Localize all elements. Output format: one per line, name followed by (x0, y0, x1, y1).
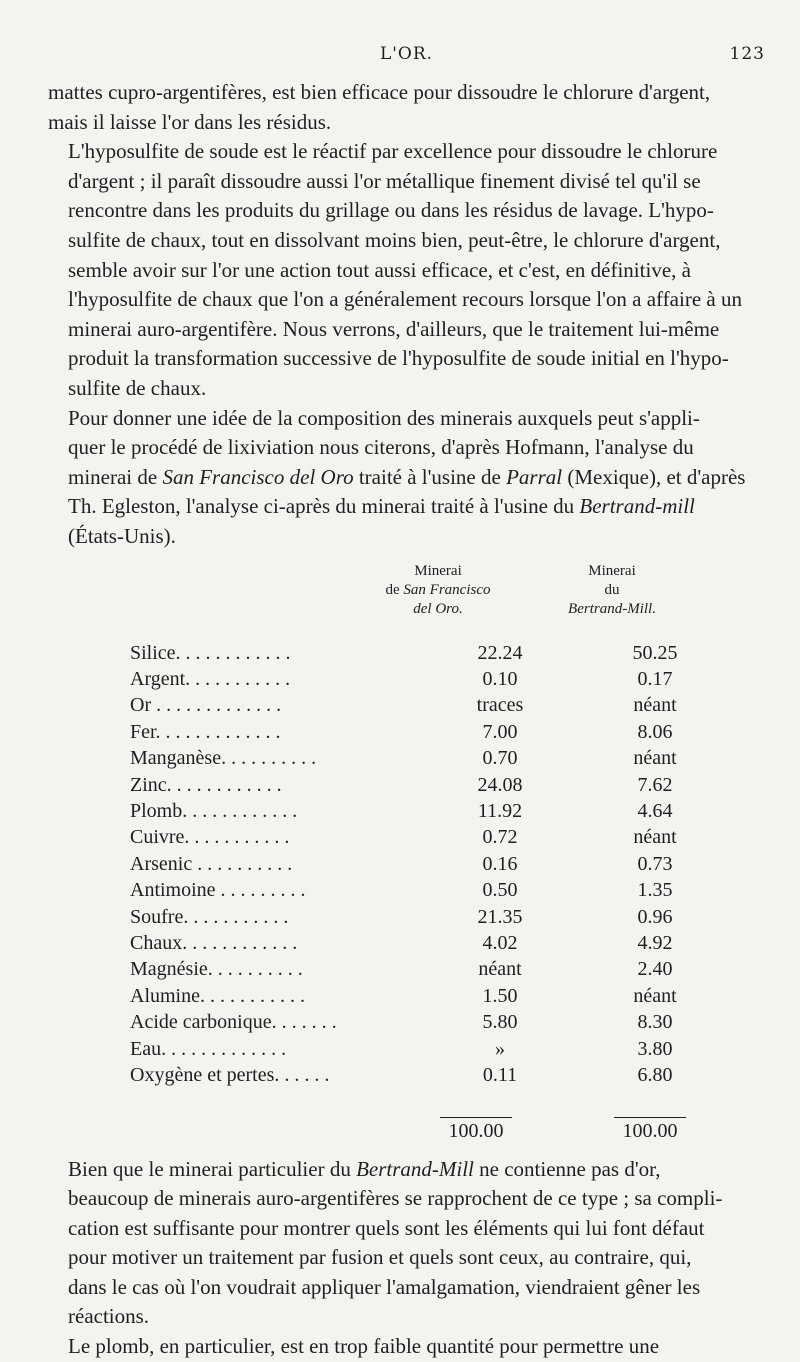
table-row (130, 668, 730, 694)
total-bertrand-mill: 100.00 (622, 1119, 678, 1142)
row-label: Or . . . . . . . . . . . . . (130, 694, 282, 717)
page (48, 44, 765, 1362)
value-san-francisco: 11.92 (477, 799, 523, 822)
paragraph-2: L'hyposulfite de soude est le réactif par excellence pour dissoudre le chlorure d'argent ; il paraît dissoudre aussi l'or métallique finement divisé tel qu'il se rencontre dans les produits du grillage ou dans les résidus de lavage. L'hypo- sulfite de chaux, tout en dissolvant moins bien, peut-être, le chlorure d'argent, semble avoir sur l'or une action tout aussi efficace, et c'est, en définitive, à l'hyposulfite de chaux que l'on a généralement recours lorsque l'on a affaire à un minerai auro-argentifère. Nous verrons, d'ailleurs, que le traitement lui-même produit la transformation successive de l'hyposulfite de soude initial en l'hypo- sulfite de chaux. (68, 139, 742, 400)
table-row (130, 932, 730, 958)
value-bertrand-mill: 4.64 (637, 799, 673, 822)
row-label: Silice. . . . . . . . . . . . (130, 641, 291, 664)
value-bertrand-mill: 6.80 (637, 1063, 673, 1086)
sum-rule-1 (440, 1117, 512, 1118)
row-label: Plomb. . . . . . . . . . . . (130, 799, 298, 822)
value-bertrand-mill: 7.62 (637, 773, 673, 796)
value-san-francisco: 0.72 (482, 826, 518, 849)
row-label: Chaux. . . . . . . . . . . . (130, 931, 298, 954)
value-san-francisco: 0.10 (482, 667, 518, 690)
value-san-francisco: 7.00 (482, 720, 518, 743)
value-san-francisco: néant (478, 958, 522, 981)
table-row (130, 800, 730, 826)
running-title: L'OR. (379, 44, 434, 64)
value-bertrand-mill: 1.35 (637, 879, 673, 902)
value-san-francisco: traces (476, 694, 524, 717)
table-row (130, 826, 730, 852)
paragraph-4: Bien que le minerai particulier du Bertrand-Mill ne contienne pas d'or, beaucoup de minerais auro-argentifères se rapprochent de ce type ; sa compli- cation est suffisante pour montrer quels sont les éléments qui lui font défaut pour motiver un traitement par fusion et quels sont ceux, au contraire, qui, dans le cas où l'on voudrait appliquer l'amalgamation, viendraient gêner les réactions. (68, 1156, 723, 1329)
row-label: Soufre. . . . . . . . . . . (130, 905, 289, 928)
row-label: Manganèse. . . . . . . . . . (130, 747, 317, 770)
table-row (130, 906, 730, 932)
table-row (130, 774, 730, 800)
running-header (48, 44, 765, 78)
value-bertrand-mill: néant (633, 826, 677, 849)
value-bertrand-mill: 4.92 (637, 931, 673, 954)
table-row (130, 958, 730, 984)
total-san-francisco: 100.00 (448, 1119, 504, 1142)
value-san-francisco: » (495, 1037, 505, 1060)
table-row (130, 747, 730, 773)
value-bertrand-mill: 8.30 (637, 1011, 673, 1034)
value-bertrand-mill: néant (633, 694, 677, 717)
table-row (130, 721, 730, 747)
page-number: 123 (729, 44, 765, 64)
row-label: Cuivre. . . . . . . . . . . (130, 826, 290, 849)
value-san-francisco: 0.50 (482, 879, 518, 902)
sum-rule-2 (614, 1117, 686, 1118)
value-san-francisco: 21.35 (477, 905, 523, 928)
composition-table (48, 562, 765, 1147)
table-row (130, 1038, 730, 1064)
row-label: Argent. . . . . . . . . . . (130, 667, 291, 690)
row-label: Antimoine . . . . . . . . . (130, 879, 306, 902)
value-bertrand-mill: 0.96 (637, 905, 673, 928)
value-san-francisco: 1.50 (482, 984, 518, 1007)
value-bertrand-mill: 2.40 (637, 958, 673, 981)
row-label: Magnésie. . . . . . . . . . (130, 958, 303, 981)
row-label: Acide carbonique. . . . . . . (130, 1011, 337, 1034)
value-bertrand-mill: néant (633, 747, 677, 770)
table-row (130, 642, 730, 668)
value-san-francisco: 5.80 (482, 1011, 518, 1034)
value-san-francisco: 0.11 (482, 1063, 518, 1086)
paragraph-3: Pour donner une idée de la composition des minerais auxquels peut s'appli- quer le procédé de lixiviation nous citerons, d'après Hofmann, l'analyse du minerai de San Francisco del Oro traité à l'usine de Parral (Mexique), et d'après Th. Egleston, l'analyse ci-après du minerai traité à l'usine du Bertrand-mill (États-Unis). (68, 405, 746, 548)
value-bertrand-mill: 0.17 (637, 667, 673, 690)
row-label: Oxygène et pertes. . . . . . (130, 1063, 330, 1086)
table-row (130, 694, 730, 720)
value-san-francisco: 0.16 (482, 852, 518, 875)
row-label: Arsenic . . . . . . . . . . (130, 852, 293, 875)
table-row (130, 879, 730, 905)
paragraph-1: mattes cupro-argentifères, est bien efficace pour dissoudre le chlorure d'argent, mais il laisse l'or dans les résidus. (48, 80, 711, 134)
value-bertrand-mill: 0.73 (637, 852, 673, 875)
row-label: Fer. . . . . . . . . . . . . (130, 720, 281, 743)
table-row (130, 985, 730, 1011)
value-san-francisco: 24.08 (477, 773, 523, 796)
value-bertrand-mill: 8.06 (637, 720, 673, 743)
paragraph-5: Le plomb, en particulier, est en trop faible quantité pour permettre une (68, 1334, 660, 1359)
table-row (130, 853, 730, 879)
table-row (130, 1011, 730, 1037)
column-header-bertrand-mill: Minerai du Bertrand-Mill. (568, 562, 656, 617)
table-row (130, 1064, 730, 1090)
value-san-francisco: 0.70 (482, 747, 518, 770)
value-san-francisco: 22.24 (477, 641, 523, 664)
row-label: Eau. . . . . . . . . . . . . (130, 1037, 287, 1060)
row-label: Zinc. . . . . . . . . . . . (130, 773, 282, 796)
value-san-francisco: 4.02 (482, 931, 518, 954)
row-label: Alumine. . . . . . . . . . . (130, 984, 305, 1007)
column-header-san-francisco: Minerai de San Francisco del Oro. (385, 562, 491, 617)
value-bertrand-mill: 3.80 (637, 1037, 673, 1060)
value-bertrand-mill: néant (633, 984, 677, 1007)
value-bertrand-mill: 50.25 (632, 641, 678, 664)
